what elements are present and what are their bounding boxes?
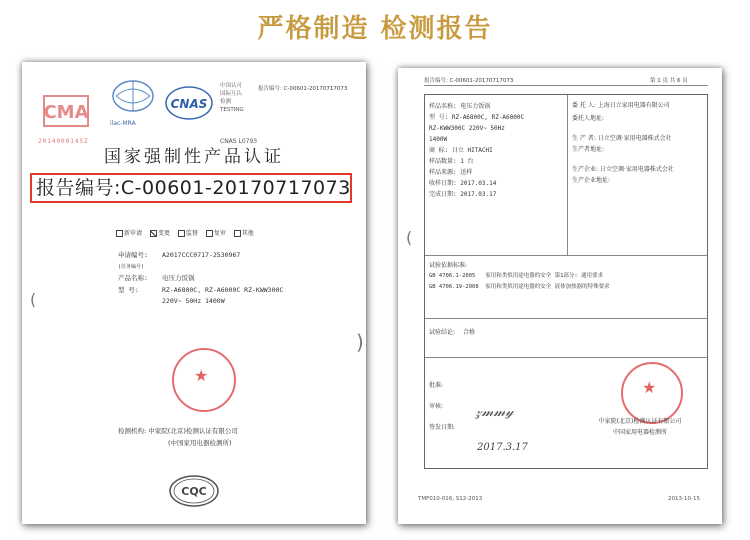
signature-section xyxy=(425,358,707,468)
punch-hole-mark: ) xyxy=(356,330,364,354)
checkbox-change: 变更 xyxy=(150,230,170,237)
approve-label: 批准: xyxy=(429,382,444,389)
field-row: 商 标: 日立 HITACHI xyxy=(429,147,493,154)
ilac-logo xyxy=(110,78,156,118)
form-code: TMF010-016, S12-2013 xyxy=(418,496,483,502)
field-row: 完成日期: 2017.03.17 xyxy=(429,191,497,198)
field-row: RZ-KWW300C 220V~ 50Hz xyxy=(429,125,505,132)
report-table xyxy=(424,94,708,469)
standard-row: GB 4706.19-2008 家用和类似用途电器的安全 液体加热器的特殊要求 xyxy=(429,284,610,290)
cert-page-right xyxy=(398,68,722,524)
report-number-top: 报告编号: C-00601-20170717073 xyxy=(258,86,348,92)
cnas-line: 检测 xyxy=(220,99,232,105)
cnas-line: TESTING xyxy=(220,107,244,113)
testing-institution xyxy=(118,425,238,449)
field-row: 型 号: RZ-A6800C, RZ-A6000C RZ-KWW300C xyxy=(118,285,284,294)
institution-block xyxy=(571,414,709,440)
standards-block xyxy=(425,256,707,295)
conclusion-label: 试验结论: xyxy=(429,329,456,336)
cnas-code: CNAS L0793 xyxy=(220,138,258,145)
svg-text:CQC: CQC xyxy=(181,485,207,498)
conclusion-block xyxy=(425,319,707,340)
field-row: 1400W xyxy=(429,136,448,143)
cnas-line: 国际互认 xyxy=(220,91,243,97)
cma-logo xyxy=(42,90,90,134)
standard-row: GB 4706.1-2005 家用和类似用途电器的安全 第1部分: 通用要求 xyxy=(429,273,604,279)
inst-name: 中家院(北京)检测认证有限公司 xyxy=(598,418,682,425)
conclusion-value: 合格 xyxy=(462,329,475,336)
inst-subname: (中国家用电器检测所) xyxy=(168,439,232,447)
handwritten-signature: 𝓏𝓂𝓂𝓎 xyxy=(475,404,514,420)
field-row: 样品名称: 电压力饭锅 xyxy=(429,103,491,110)
conclusion-section xyxy=(425,319,707,358)
field-row: 申请编号: A2017CCC0717-2530967 xyxy=(118,251,241,259)
sample-info-section xyxy=(425,95,707,256)
stamp-star: ★ xyxy=(642,378,657,397)
inst-name: 中家院(北京)检测认证有限公司 xyxy=(148,427,238,435)
checkbox-review: 复审 xyxy=(206,230,226,237)
stamp-star: ★ xyxy=(194,366,209,385)
field-row: 样品数量: 1 台 xyxy=(429,158,474,165)
headline: 严格制造 检测报告 xyxy=(257,14,493,44)
report-number-highlight: 报告编号:C-00601-20170717073 xyxy=(30,173,352,203)
ilac-label: ilac-MRA xyxy=(110,120,136,127)
standards-section xyxy=(425,256,707,319)
inst-label: 检测机构: xyxy=(118,427,147,435)
field-row: (任务编号) xyxy=(118,263,145,270)
page-indicator: 第 1 页 共 6 页 xyxy=(650,78,688,84)
application-type-row xyxy=(116,228,260,237)
handwritten-date: 2017.3.17 xyxy=(477,442,528,453)
field-row: 产品名称: 电压力饭锅 xyxy=(118,274,195,282)
cnas-line: 中国认可 xyxy=(220,83,243,89)
cert-title: 国家强制性产品认证 xyxy=(104,147,284,167)
form-date: 2013-10-15 xyxy=(668,496,700,502)
checkbox-supervise: 监督 xyxy=(178,230,198,237)
svg-text:CMA: CMA xyxy=(43,102,89,123)
field-row: 220V~ 50Hz 1400W xyxy=(162,297,225,305)
client-fields xyxy=(568,99,715,188)
cqc-logo xyxy=(168,474,220,508)
review-label: 审核: xyxy=(429,403,444,410)
checkbox-new: 新申请 xyxy=(116,230,142,237)
cnas-logo xyxy=(164,84,214,122)
field-row: 生 产 者: 日立空调·家用电器株式会社 xyxy=(572,135,672,142)
punch-hole-mark: ( xyxy=(30,290,37,309)
report-header: 报告编号: C-00601-20170717073 xyxy=(424,78,514,84)
basis-title: 试验依据标准: xyxy=(429,262,468,269)
header-rule xyxy=(424,85,708,86)
field-row: 样品来源: 送样 xyxy=(429,169,473,176)
field-row: 收样日期: 2017.03.14 xyxy=(429,180,497,187)
sample-fields xyxy=(425,99,575,202)
field-row: 生产者地址: xyxy=(572,146,605,153)
inst-subname: 中国家用电器检测所 xyxy=(612,429,667,436)
field-row: 委 托 人: 上海日立家用电器有限公司 xyxy=(572,102,670,109)
cert-fields xyxy=(118,250,283,308)
field-row: 委托人地址: xyxy=(572,115,605,122)
field-row: 生产企业地址: xyxy=(572,177,611,184)
cma-number: 2014000145Z xyxy=(38,138,89,145)
cert-page-left xyxy=(22,62,366,524)
punch-hole-mark: ( xyxy=(406,228,413,247)
field-row: 型 号: RZ-A6800C, RZ-A6000C xyxy=(429,114,525,121)
sign-date-label: 签发日期: xyxy=(429,424,456,431)
field-row: 生产企业: 日立空调·家用电器株式会社 xyxy=(572,166,674,173)
svg-text:CNAS: CNAS xyxy=(170,97,208,111)
signature-labels xyxy=(425,378,459,435)
checkbox-other: 其他 xyxy=(234,230,254,237)
